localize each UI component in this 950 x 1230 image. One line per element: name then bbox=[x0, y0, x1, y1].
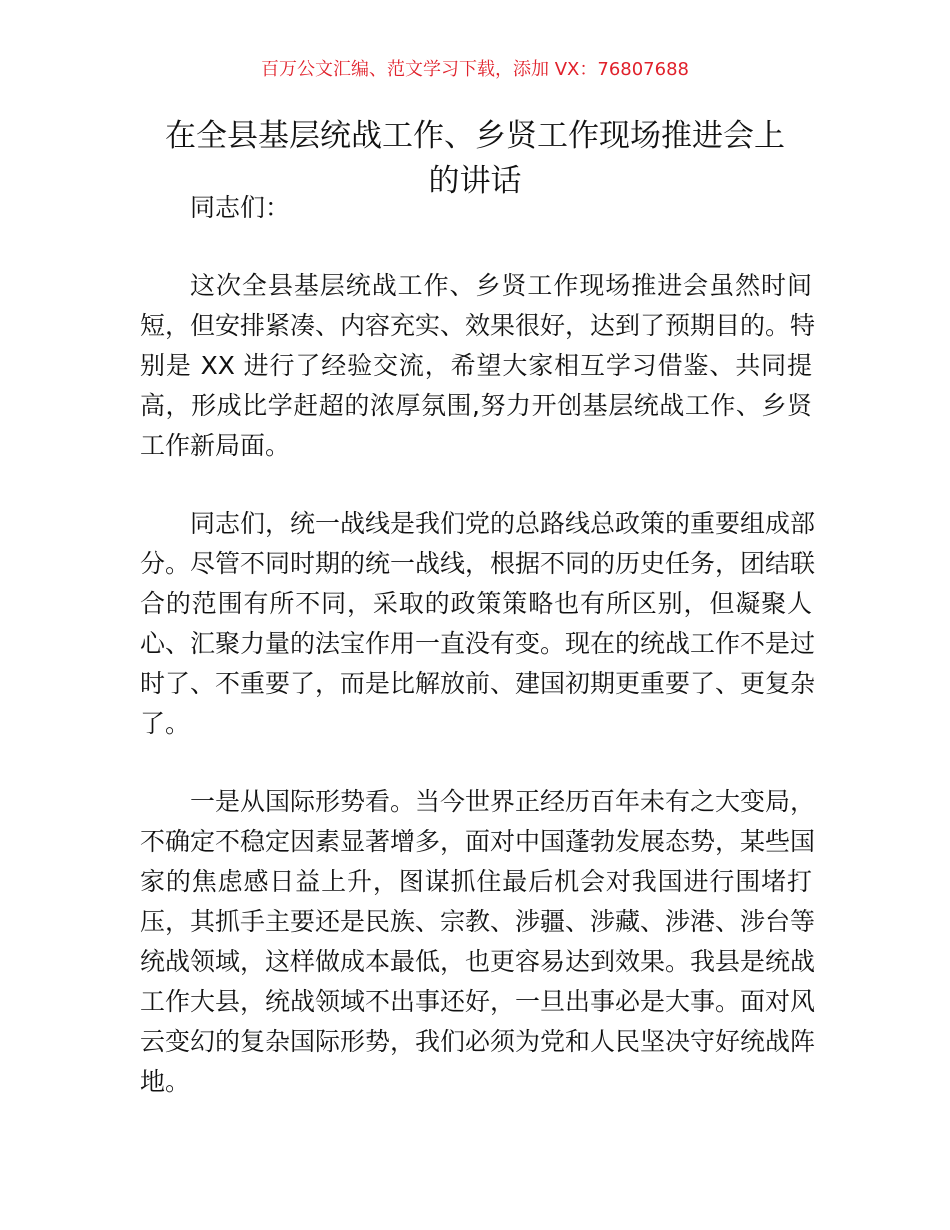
text-line: 统战领域，这样做成本最低，也更容易达到效果。我县是统战 bbox=[140, 947, 816, 976]
text-line: 不确定不稳定因素显著增多，面对中国蓬勃发展态势，某些国 bbox=[140, 827, 816, 856]
paragraph bbox=[140, 782, 816, 1102]
paragraph bbox=[140, 504, 816, 744]
text-line: 了。 bbox=[140, 709, 191, 738]
text-line: 压，其抓手主要还是民族、宗教、涉疆、涉藏、涉港、涉台等 bbox=[140, 907, 816, 936]
text-line: 同志们，统一战线是我们党的总路线总政策的重要组成部 bbox=[190, 509, 816, 538]
text-line: 这次全县基层统战工作、乡贤工作现场推进会虽然时间 bbox=[190, 271, 812, 300]
text-line: 家的焦虑感日益上升，图谋抓住最后机会对我国进行围堵打 bbox=[140, 867, 812, 896]
text-line: 工作大县，统战领域不出事还好，一旦出事必是大事。面对风 bbox=[140, 987, 816, 1016]
title-line: 在全县基层统战工作、乡贤工作现场推进会上 bbox=[165, 118, 785, 154]
text-line: 分。尽管不同时期的统一战线，根据不同的历史任务，团结联 bbox=[140, 549, 816, 578]
document-body bbox=[140, 188, 816, 1140]
text-line: 云变幻的复杂国际形势，我们必须为党和人民坚决守好统战阵 bbox=[140, 1027, 816, 1056]
paragraph bbox=[140, 266, 816, 466]
text-line: 同志们： bbox=[190, 193, 291, 222]
text-line: 高，形成比学赶超的浓厚氛围,努力开创基层统战工作、乡贤 bbox=[140, 391, 812, 420]
title-line: 的讲话 bbox=[428, 163, 522, 199]
text-line: 时了、不重要了，而是比解放前、建国初期更重要了、更复杂 bbox=[140, 669, 816, 698]
salutation-paragraph bbox=[140, 188, 812, 228]
text-line: 地。 bbox=[140, 1067, 191, 1096]
text-line: 短，但安排紧凑、内容充实、效果很好，达到了预期目的。特 bbox=[140, 311, 816, 340]
text-line: 别是 XX 进行了经验交流，希望大家相互学习借鉴、共同提 bbox=[140, 351, 812, 380]
text-line: 心、汇聚力量的法宝作用一直没有变。现在的统战工作不是过 bbox=[140, 629, 816, 658]
text-line: 合的范围有所不同，采取的政策策略也有所区别，但凝聚人 bbox=[140, 589, 812, 618]
text-line: 工作新局面。 bbox=[140, 431, 291, 460]
watermark-header: 百万公文汇编、范文学习下载，添加 VX：76807688 bbox=[261, 59, 689, 80]
text-line: 一是从国际形势看。当今世界正经历百年未有之大变局， bbox=[190, 787, 816, 816]
